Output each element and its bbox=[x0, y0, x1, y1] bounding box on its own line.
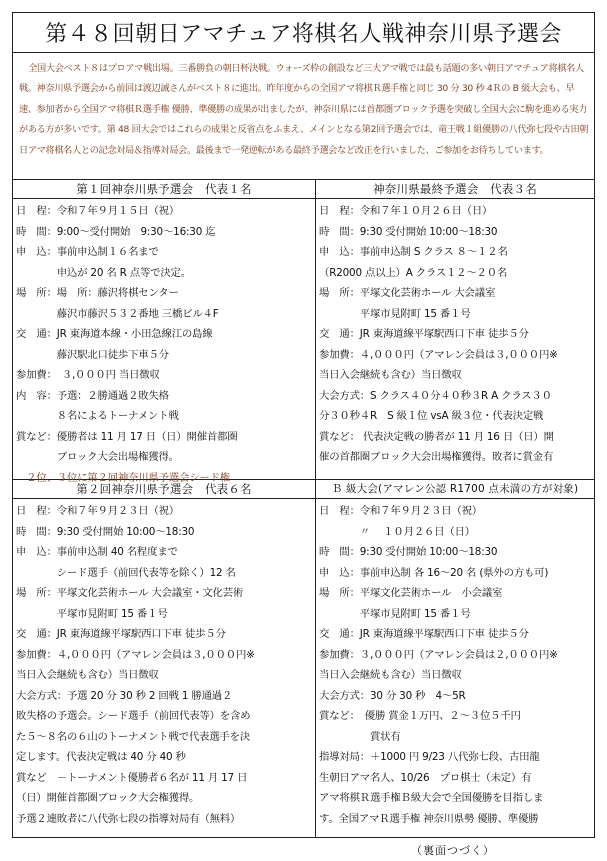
info-line: ブロック大会出場権獲得。 bbox=[16, 451, 179, 463]
info-line: 場 所：平塚文化芸術ホール 小会議室 bbox=[319, 587, 503, 599]
panel-b-class bbox=[316, 479, 594, 837]
info-line: 当日入会継続も含む）当日徴収 bbox=[16, 669, 159, 681]
info-line: 時 間：9:30 受付開始 10:00～18:30 bbox=[319, 546, 498, 558]
info-line: 平塚市見附町 15 番１号 bbox=[16, 607, 168, 620]
info-line: 交 通：JR 東海道線平塚駅西口下車 徒歩５分 bbox=[319, 328, 529, 340]
info-line: （日）開催首都圏ブロック大会権獲得。 bbox=[16, 792, 200, 804]
page-title: 第４８回朝日アマチュア将棋名人戦神奈川県予選会 bbox=[13, 13, 594, 53]
info-line: た５～８名の６山のトーナメント戦で代表選手を決 bbox=[16, 730, 250, 743]
info-line: 藤沢駅北口徒歩下車５分 bbox=[16, 348, 169, 361]
info-line: 交 通：JR 東海道本線・小田急線江の島線 bbox=[16, 328, 213, 340]
info-line: シード選手（前回代表等を除く）12 名 bbox=[16, 566, 236, 579]
info-line: 藤沢市藤沢５３２番地 三橋ビル４F bbox=[16, 307, 219, 320]
panel-body bbox=[16, 501, 313, 829]
info-line: 賞など： 優勝 賞金１万円、２～３位５千円 bbox=[319, 710, 521, 722]
panel-body bbox=[319, 201, 592, 468]
info-line: 内 容：予選：２勝通過２敗失格 bbox=[16, 389, 169, 402]
flyer-frame bbox=[12, 12, 595, 838]
info-line: ２位、３位に第２回神奈川県予選会シード権 bbox=[16, 471, 231, 484]
continued-note: （裏面つづく） bbox=[411, 844, 495, 857]
info-line: 申 込：事前申込制１６名まで bbox=[16, 246, 159, 258]
panel-body bbox=[319, 501, 592, 829]
info-line: 場 所：場 所：藤沢将棋センター bbox=[16, 287, 179, 299]
panel-header: Ｂ 級大会(アマレン公認 R1700 点未満の方が対象) bbox=[316, 479, 594, 499]
info-line: す。全国アマＲ選手権 神奈川県勢 優勝、準優勝 bbox=[319, 812, 539, 825]
info-line: 定します。代表決定戦は 40 分 40 秒 bbox=[16, 751, 186, 763]
info-line: 日 程：令和７年１０月２６日（日） bbox=[319, 205, 493, 217]
info-line: 場 所：平塚文化芸術ホール 大会議室 bbox=[319, 287, 496, 299]
info-line: （R2000 点以上）A クラス１２～２０名 bbox=[319, 266, 508, 279]
info-line: 日 程：令和７年９月２３日（祝） bbox=[319, 505, 483, 517]
info-line: 参加費：４,０００円（アマレン会員は３,０００円※ bbox=[319, 348, 558, 361]
info-line: 時 間：9:00～受付開始 9:30～16:30 迄 bbox=[16, 225, 216, 238]
info-line: 〃 １０月２６日（日） bbox=[319, 525, 475, 538]
panel-final-qualifier bbox=[316, 179, 594, 479]
info-line: 大会方式：予選 20 分 30 秒 2 回戦 1 勝通過２ bbox=[16, 689, 233, 702]
info-line: 分３０秒４R S 級１位 vsA 級３位・代表決定戦 bbox=[319, 410, 544, 422]
info-line: 平塚市見附町 15 番１号 bbox=[319, 607, 471, 620]
info-line: 参加費： ３,０００円 当日徴収 bbox=[16, 369, 160, 381]
info-line: 時 間：9:30 受付開始 10:00～18:30 bbox=[16, 525, 195, 538]
info-line: 参加費：４,０００円（アマレン会員は３,０００円※ bbox=[16, 648, 255, 661]
info-line: アマ将棋Ｒ選手権Ｂ級大会で全国優勝を目指しま bbox=[319, 792, 544, 804]
info-line: 申 込：事前申込制 各 16～20 名 (県外の方も可) bbox=[319, 566, 549, 579]
panel-second-qualifier bbox=[13, 479, 315, 837]
panel-first-qualifier bbox=[13, 179, 315, 484]
panel-header: 第１回神奈川県予選会 代表１名 bbox=[13, 179, 315, 199]
info-line: 日 程：令和７年９月１５日（祝） bbox=[16, 205, 180, 217]
panel-header: 神奈川県最終予選会 代表３名 bbox=[316, 179, 594, 199]
info-line: 予選２連敗者に八代弥七段の指導対局有（無料） bbox=[16, 812, 241, 825]
intro-paragraph bbox=[19, 59, 589, 161]
info-line: 当日入会継続も含む）当日徴収 bbox=[319, 369, 462, 381]
panel-body bbox=[16, 201, 313, 488]
info-line: 生朝日アマ名人、10/26 プロ棋士（未定）有 bbox=[319, 771, 532, 784]
intro-text: 全国大会ベスト８はプロアマ戦出場。三番勝負の朝日杯決戦。ウォーズ枠の創設など三大アマ戦では最も話題の多い朝日アマチュア将棋名人戦。神奈川県予選会から前回は渡辺誠さんがベスト８に進出。昨年度からの全国アマ将棋Ｒ選手権と同じ 30 分 30 秒 4Ｒの B 級大会も、早速、参加者から全国アマ将棋Ｒ選手権 優勝、準優勝の成果が出ましたが、神奈川県には首都圏ブロック予選を突破し全国大会に駒を進める実力がある方が多いです。第 48 回大会ではこれらの成果と反省点をふまえ、メインとなる第2回予選会では、竜王戦１組優勝の八代弥七段や古田朝日アマ将棋名人との記念対局＆指導対局会。最後まで一発逆転がある最終予選会など改正を行いました、ご参加をお待ちしています。 bbox=[19, 63, 589, 156]
info-line: 当日入会継続も含む）当日徴収 bbox=[319, 669, 462, 681]
info-line: 参加費：３,０００円（アマレン会員は２,０００円※ bbox=[319, 648, 558, 661]
info-line: 賞状有 bbox=[319, 730, 401, 743]
info-line: 申 込：事前申込制 S クラス ８～１２名 bbox=[319, 246, 508, 258]
panel-header: 第２回神奈川県予選会 代表６名 bbox=[13, 479, 315, 499]
info-line: 場 所：平塚文化芸術ホール 大会議室・文化芸術 bbox=[16, 587, 244, 599]
info-line: 賞など －トーナメント優勝者６名が 11 月 17 日 bbox=[16, 771, 248, 784]
info-line: 申込が 20 名 R 点等で決定。 bbox=[16, 266, 191, 279]
info-line: 指導対局：＋1000 円 9/23 八代弥七段、古田龍 bbox=[319, 751, 540, 763]
info-line: 大会方式：S クラス４０分４０秒３R A クラス３０ bbox=[319, 389, 552, 402]
info-line: 申 込：事前申込制 40 名程度まで bbox=[16, 546, 178, 558]
info-line: 敗失格の予選会。シード選手（前回代表等）を含め bbox=[16, 710, 251, 722]
info-line: 賞など： 代表決定戦の勝者が 11 月 16 日（日）開 bbox=[319, 430, 554, 443]
info-line: ８名によるトーナメント戦 bbox=[16, 410, 179, 422]
info-line: 日 程：令和７年９月２３日（祝） bbox=[16, 505, 180, 517]
info-line: 平塚市見附町 15 番１号 bbox=[319, 307, 471, 320]
info-line: 交 通：JR 東海道線平塚駅西口下車 徒歩５分 bbox=[16, 628, 226, 640]
info-line: 時 間：9:30 受付開始 10:00～18:30 bbox=[319, 225, 498, 238]
info-line: 賞など：優勝者は 11 月 17 日（日）開催首都圏 bbox=[16, 430, 238, 443]
info-line: 交 通：JR 東海道線平塚駅西口下車 徒歩５分 bbox=[319, 628, 529, 640]
info-line: 大会方式：30 分 30 秒 4～5R bbox=[319, 689, 466, 702]
info-line: 催の首都圏ブロック大会出場権獲得。敗者に賞金有 bbox=[319, 451, 554, 463]
